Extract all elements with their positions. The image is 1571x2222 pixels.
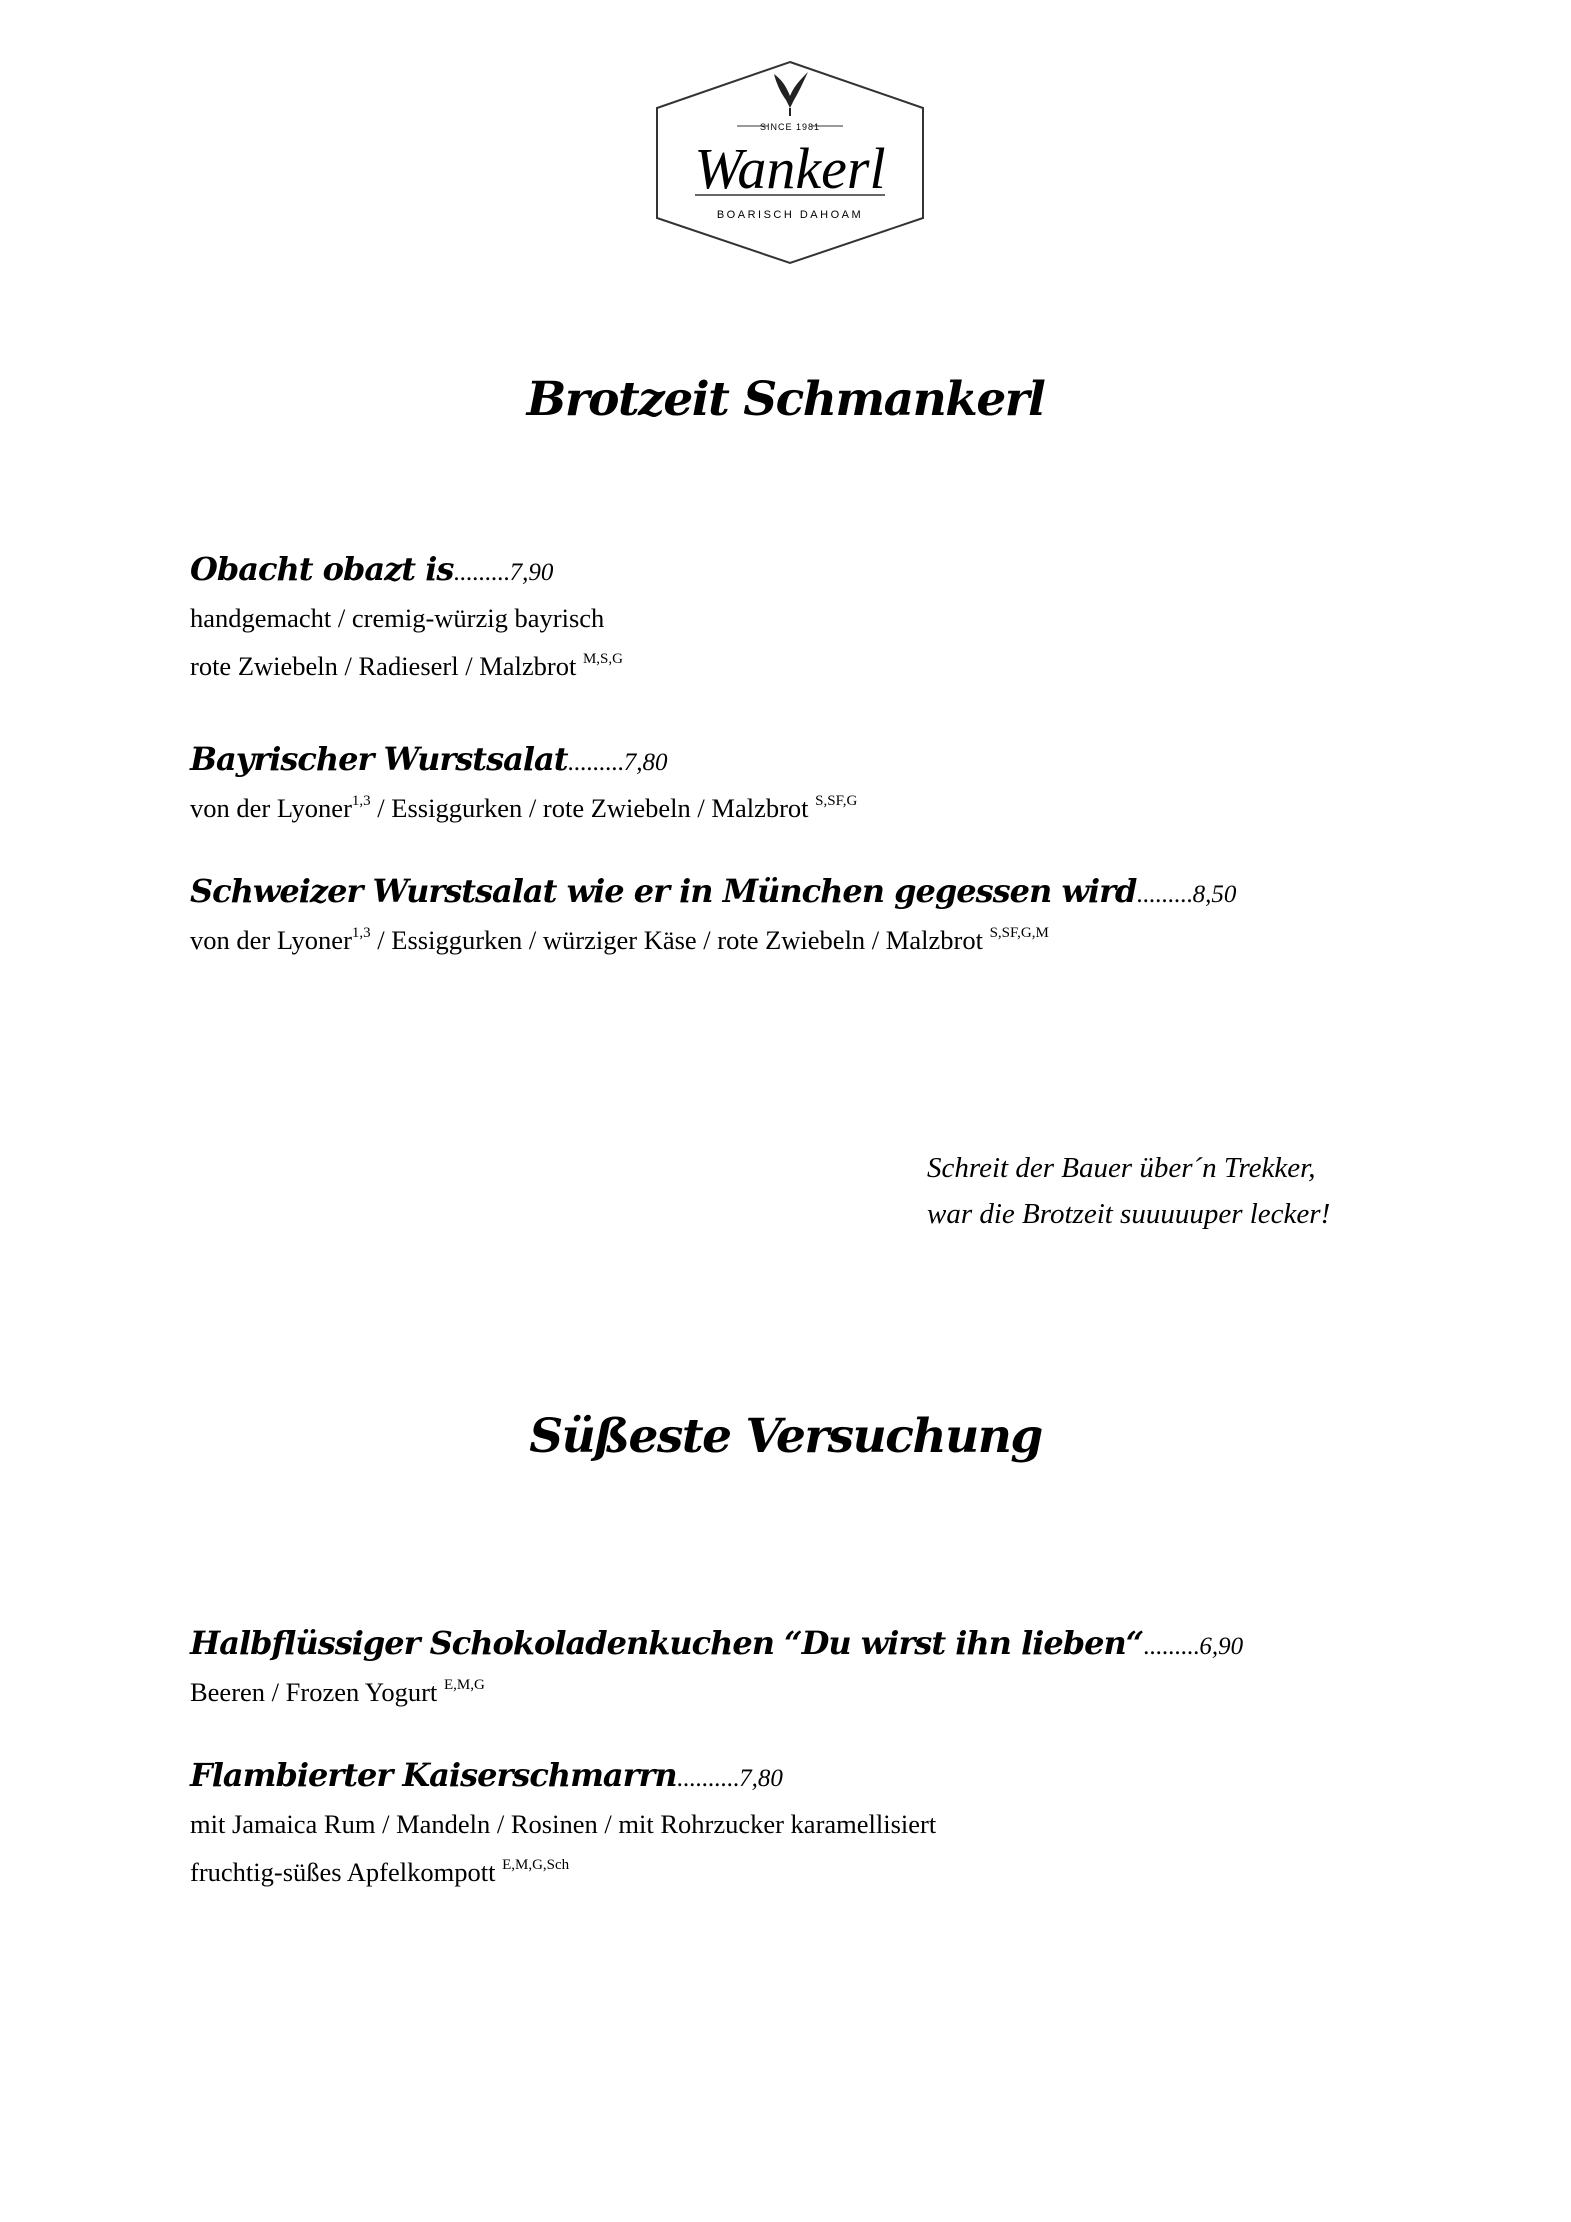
additive-codes: 1,3 xyxy=(351,925,371,941)
item-dots: ......... xyxy=(453,559,510,586)
item-dots: ......... xyxy=(1136,881,1193,908)
item-description: fruchtig-süßes Apfelkompott $^{E,M,G,Sch}$ xyxy=(190,1857,570,1887)
item-price: 6,90 xyxy=(1199,1633,1244,1660)
allergen-codes: S,SF,G,M xyxy=(989,925,1049,941)
oak-leaf-icon xyxy=(774,72,808,116)
logo-name: Wankerl xyxy=(694,136,886,201)
item-description: von der Lyoner$^{1,3}$ / Essiggurken / würziger Käse / rote Zwiebeln / Malzbrot $^{S,SF,G,M}$ xyxy=(190,925,1049,955)
quote-line: Schreit der Bauer über´n Trekker, xyxy=(927,1152,1316,1184)
additive-codes: 1,3 xyxy=(351,793,371,809)
menu-item xyxy=(190,734,1390,832)
allergen-codes: E,M,G xyxy=(443,1677,485,1693)
item-name: Schweizer Wurstsalat wie er in München gegessen wird xyxy=(190,872,1137,910)
menu-item xyxy=(190,1618,1390,1716)
logo xyxy=(655,60,925,265)
item-price: 7,80 xyxy=(739,1765,783,1792)
item-description: Beeren / Frozen Yogurt $^{E,M,G}$ xyxy=(190,1677,485,1707)
logo-badge xyxy=(655,60,925,265)
section-title-desserts: Süßeste Versuchung xyxy=(529,1409,1042,1464)
menu-item xyxy=(190,1750,1390,1896)
logo-tagline: BOARISCH DAHOAM xyxy=(716,209,864,221)
menu-item xyxy=(190,544,1390,690)
item-description: von der Lyoner$^{1,3}$ / Essiggurken / rote Zwiebeln / Malzbrot $^{S,SF,G}$ xyxy=(190,793,858,823)
logo-since: SINCE 1981 xyxy=(759,122,821,132)
section-title-brotzeit: Brotzeit Schmankerl xyxy=(526,372,1045,427)
item-description: handgemacht / cremig-würzig bayrisch xyxy=(190,603,605,633)
menu-item xyxy=(190,866,1390,964)
item-name: Bayrischer Wurstsalat xyxy=(190,740,568,778)
item-dots: ......... xyxy=(1143,1633,1200,1660)
item-price: 7,80 xyxy=(623,749,668,776)
item-dots: ......... xyxy=(567,749,624,776)
item-dots: .......... xyxy=(676,1765,740,1792)
quote xyxy=(927,1145,1427,1237)
item-name: Halbflüssiger Schokoladenkuchen “Du wirst ihn lieben“ xyxy=(190,1624,1144,1662)
allergen-codes: E,M,G,Sch xyxy=(502,1857,570,1873)
quote-line: war die Brotzeit suuuuuper lecker! xyxy=(927,1198,1331,1230)
item-name: Obacht obazt is xyxy=(190,550,454,588)
item-price: 7,90 xyxy=(509,559,554,586)
allergen-codes: S,SF,G xyxy=(815,793,858,809)
item-description: mit Jamaica Rum / Mandeln / Rosinen / mit Rohrzucker karamellisiert xyxy=(190,1809,937,1839)
item-name: Flambierter Kaiserschmarrn xyxy=(190,1756,677,1794)
item-price: 8,50 xyxy=(1192,881,1237,908)
item-description: rote Zwiebeln / Radieserl / Malzbrot $^{M,S,G}$ xyxy=(190,651,623,681)
allergen-codes: M,S,G xyxy=(582,651,623,667)
